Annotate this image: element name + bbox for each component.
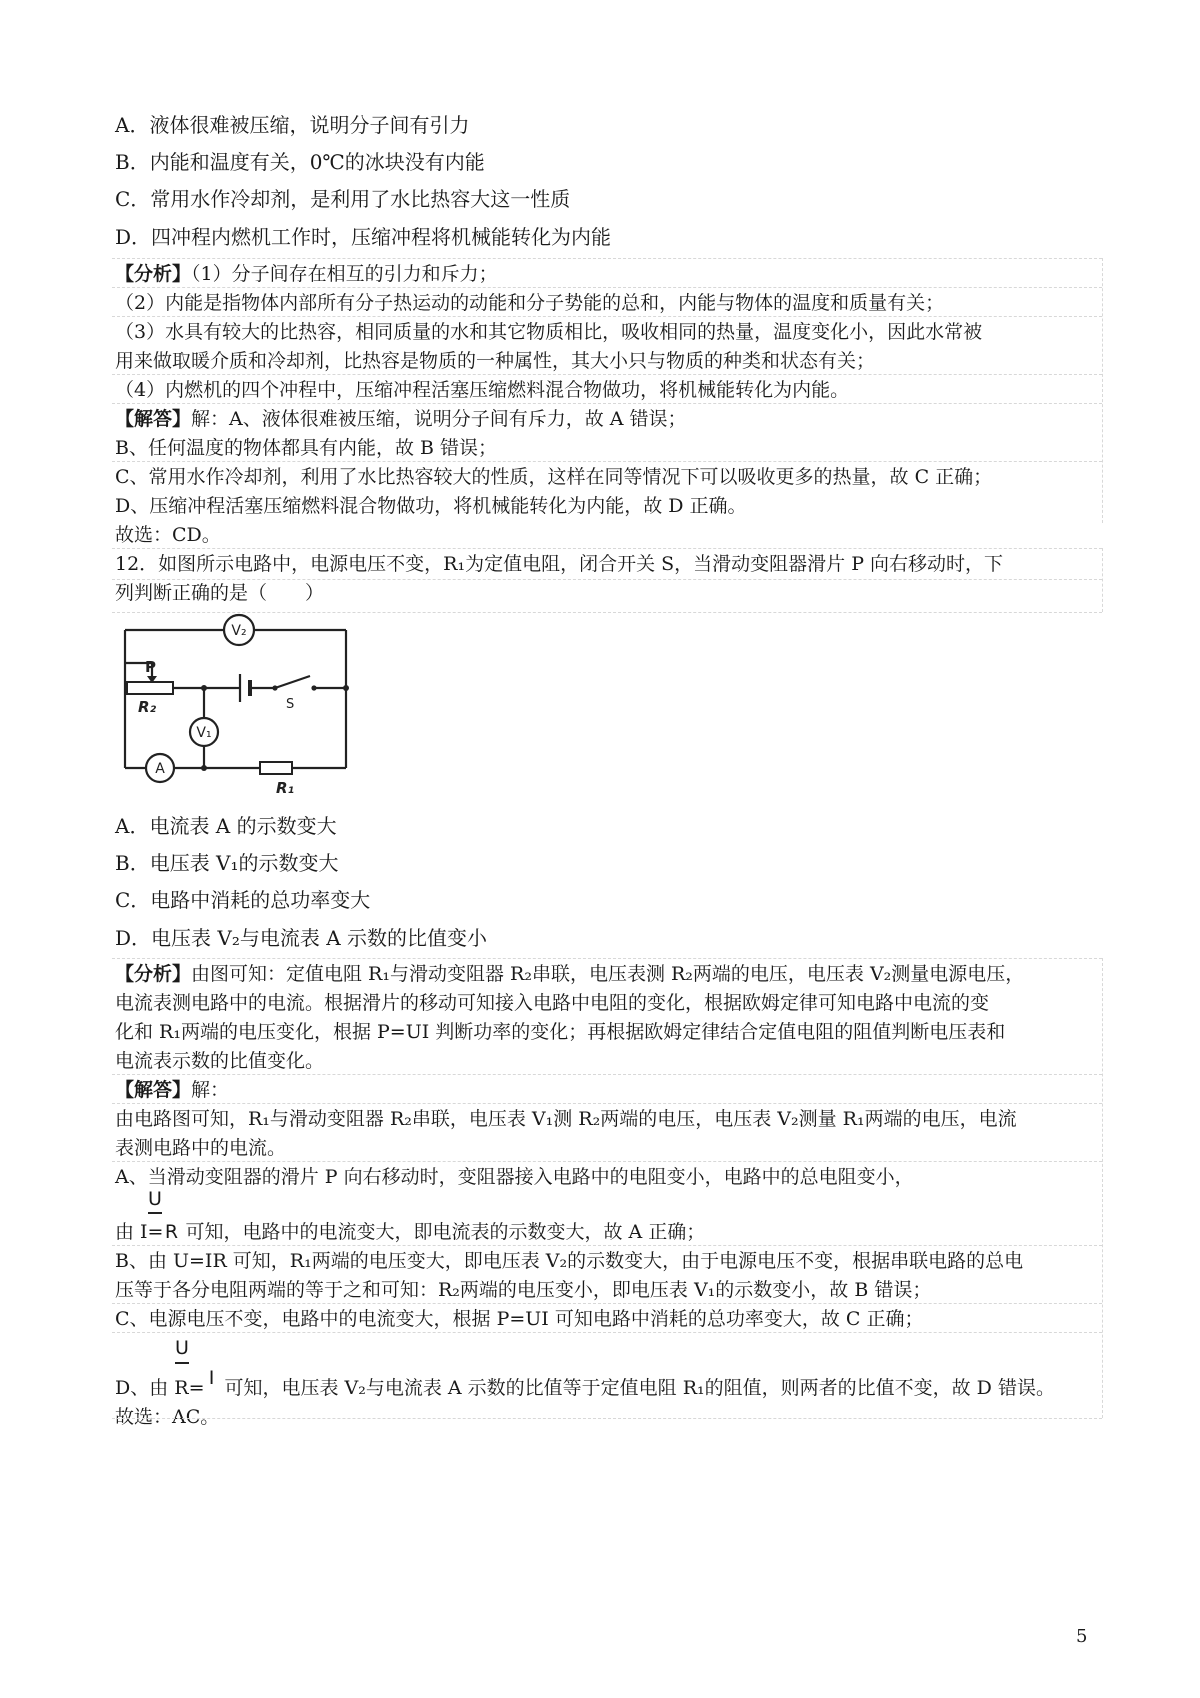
q12-option-c: C．电路中消耗的总功率变大 <box>115 888 371 912</box>
v1-label: V₁ <box>196 725 212 741</box>
q12-answer-d-line <box>115 1367 1200 1400</box>
formula-suffix: 可知，电路中的电流变大，即电流表的示数变大，故 A 正确； <box>185 1221 706 1243</box>
divider <box>112 1332 1102 1333</box>
formula-prefix: 由 I= <box>115 1221 164 1243</box>
v2-label: V₂ <box>231 623 247 639</box>
divider <box>112 1418 1102 1419</box>
q12-answer-a-line <box>115 1220 1200 1244</box>
divider <box>112 461 1102 462</box>
q11-analysis-first-line <box>115 262 1200 286</box>
q11-analysis-line: （4）内燃机的四个冲程中，压缩冲程活塞压缩燃料混合物做功，将机械能转化为内能。 <box>115 379 850 401</box>
q11-option-d: D．四冲程内燃机工作时，压缩冲程将机械能转化为内能 <box>115 225 612 249</box>
divider <box>112 316 1102 317</box>
q12-analysis-line: 化和 R₁两端的电压变化，根据 P=UI 判断功率的变化；再根据欧姆定律结合定值电阻的阻值判断电压表和 <box>115 1021 1006 1043</box>
q12-option-a: A．电流表 A 的示数变大 <box>115 814 337 838</box>
rheostat-r2 <box>127 682 173 694</box>
q11-analysis-line: 用来做取暖介质和冷却剂，比热容是物质的一种属性，其大小只与物质的种类和状态有关； <box>115 350 876 372</box>
resistor-r1 <box>260 762 292 774</box>
q12-conclusion: 故选：AC。 <box>115 1406 220 1428</box>
q11-answer-line: C、常用水作冷却剂，利用了水比热容较大的性质，这样在同等情况下可以吸收更多的热量，故 C 正确； <box>115 466 993 488</box>
q12-option-b: B．电压表 V₁的示数变大 <box>115 851 339 875</box>
divider <box>112 958 1102 959</box>
formula-prefix: D、由 R= <box>115 1377 205 1399</box>
divider <box>112 548 1102 549</box>
answer-label: 【解答】 <box>115 1079 192 1101</box>
q12-analysis-line: 电流表测电路中的电流。根据滑片的移动可知接入电路中电阻的变化，根据欧姆定律可知电路中电流的变 <box>115 992 990 1014</box>
circuit-diagram <box>110 610 380 810</box>
analysis-text: 由图可知：定值电阻 R₁与滑动变阻器 R₂串联，电压表测 R₂两端的电压，电压表 V₂测量电源电压， <box>191 963 1025 985</box>
divider <box>112 1103 1102 1104</box>
divider <box>112 258 1102 259</box>
r1-label: R₁ <box>276 779 295 797</box>
analysis-label: 【分析】 <box>115 263 192 285</box>
q11-answer-first-line <box>115 407 1200 431</box>
divider <box>112 1245 1102 1246</box>
q12-answer-c-line: C、电源电压不变，电路中的电流变大，根据 P=UI 可知电路中消耗的总功率变大，故 C 正确； <box>115 1308 924 1330</box>
divider <box>112 1303 1102 1304</box>
q11-analysis-line: （2）内能是指物体内部所有分子热运动的动能和分子势能的总和，内能与物体的温度和质量有关； <box>115 292 945 314</box>
r2-label: R₂ <box>138 698 157 716</box>
q12-option-d: D．电压表 V₂与电流表 A 示数的比值变小 <box>115 926 488 950</box>
answer-label: 【解答】 <box>115 408 192 430</box>
fraction-bar <box>175 1362 189 1364</box>
q12-stem-line-1: 12．如图所示电路中，电源电压不变，R₁为定值电阻，闭合开关 S，当滑动变阻器滑片 P 向右移动时，下 <box>115 553 1004 575</box>
q12-analysis-line: 电流表示数的比值变化。 <box>115 1050 325 1072</box>
fraction-numerator: U <box>175 1337 189 1359</box>
q11-conclusion: 故选：CD。 <box>115 524 221 546</box>
q11-answer-line: D、压缩冲程活塞压缩燃料混合物做功，将机械能转化为内能，故 D 正确。 <box>115 495 747 517</box>
switch-label: S <box>286 697 295 712</box>
fraction-denominator: I <box>208 1367 215 1389</box>
q12-answer-line: 表测电路中的电流。 <box>115 1137 287 1159</box>
analysis-text: （1）分子间存在相互的引力和斥力； <box>191 263 498 285</box>
q12-answer-b-line: B、由 U=IR 可知，R₁两端的电压变大，即电压表 V₂的示数变大，由于电源电压不变，根据串联电路的总电 <box>115 1250 1024 1272</box>
divider <box>112 287 1102 288</box>
formula-suffix: 可知，电压表 V₂与电流表 A 示数的比值等于定值电阻 R₁的阻值，则两者的比值不变，故 D 错误。 <box>224 1377 1055 1399</box>
q12-answer-line: A、当滑动变阻器的滑片 P 向右移动时，变阻器接入电路中的电阻变小，电路中的总电阻变小， <box>115 1166 914 1188</box>
slider-label: P <box>145 658 156 676</box>
q11-option-a: A．液体很难被压缩，说明分子间有引力 <box>115 113 470 137</box>
answer-text: 解： <box>191 1079 230 1101</box>
fraction-denominator: R <box>164 1221 179 1243</box>
q12-analysis-first-line <box>115 962 1200 986</box>
divider <box>112 1074 1102 1075</box>
q12-stem-line-2: 列判断正确的是（ ） <box>115 582 325 604</box>
fraction-bar <box>148 1212 162 1214</box>
divider <box>112 579 1102 580</box>
answer-text: 解：A、液体很难被压缩，说明分子间有斥力，故 A 错误； <box>191 408 687 430</box>
divider <box>112 403 1102 404</box>
divider <box>112 1161 1102 1162</box>
q11-option-c: C．常用水作冷却剂，是利用了水比热容大这一性质 <box>115 187 571 211</box>
analysis-label: 【分析】 <box>115 963 192 985</box>
q11-analysis-line: （3）水具有较大的比热容，相同质量的水和其它物质相比，吸收相同的热量，温度变化小，因此水常被 <box>115 321 983 343</box>
q12-answer-line: 由电路图可知，R₁与滑动变阻器 R₂串联，电压表 V₁测 R₂两端的电压，电压表 V₂测量 R₁两端的电压，电流 <box>115 1108 1017 1130</box>
page-number: 5 <box>1076 1626 1088 1647</box>
q11-answer-line: B、任何温度的物体都具有内能，故 B 错误； <box>115 437 498 459</box>
fraction-numerator: U <box>148 1188 162 1210</box>
ammeter-label: A <box>155 761 165 777</box>
q12-answer-first-line <box>115 1078 1200 1102</box>
q12-answer-b-line: 压等于各分电阻两端的等于之和可知：R₂两端的电压变小，即电压表 V₁的示数变小，故 B 错误； <box>115 1279 932 1301</box>
q11-option-b: B．内能和温度有关，0℃的冰块没有内能 <box>115 150 485 174</box>
divider <box>112 374 1102 375</box>
